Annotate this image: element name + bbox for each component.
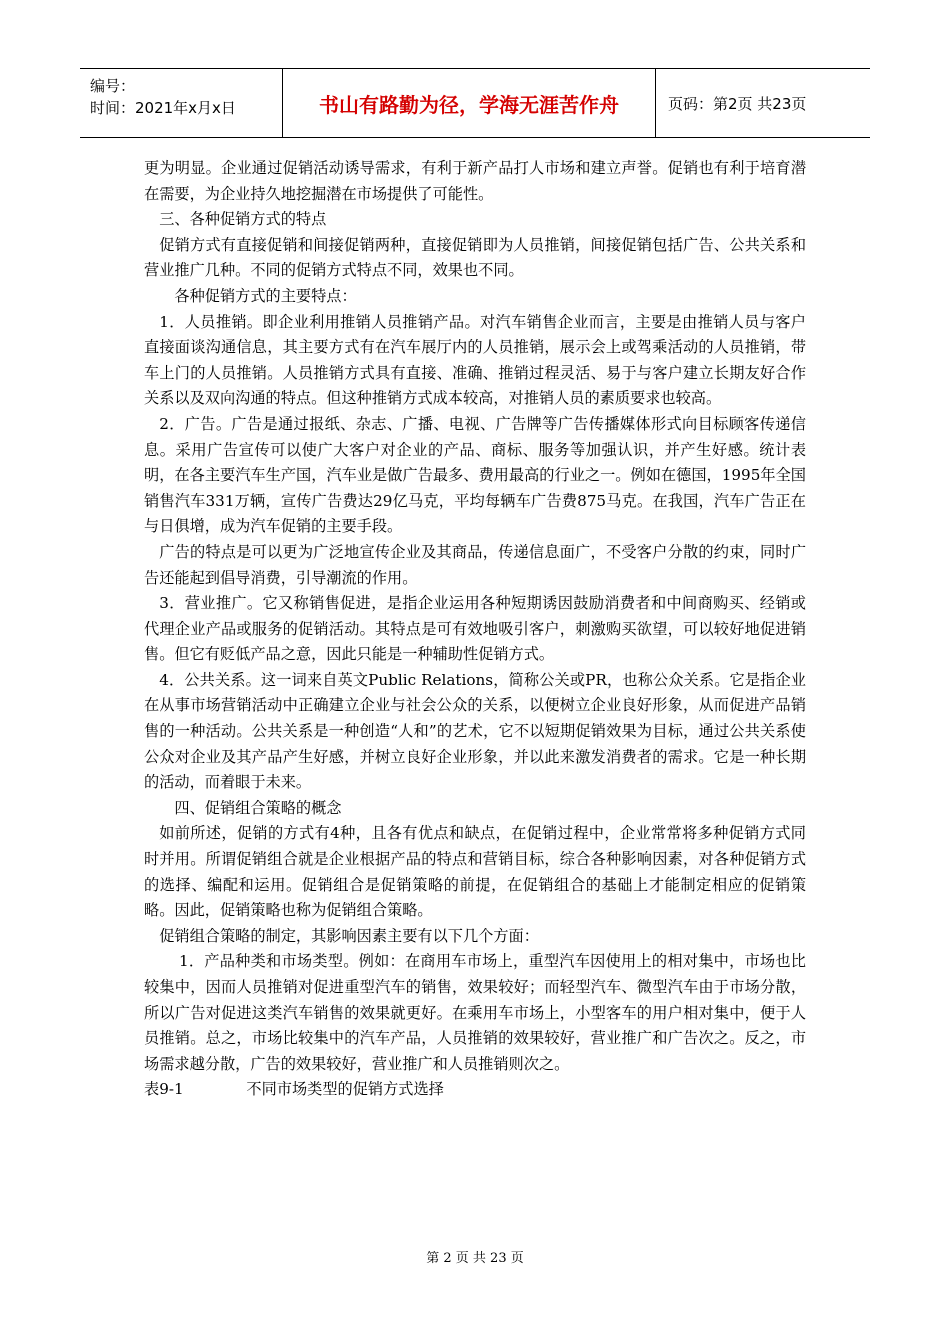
paragraph: 3．营业推广。它又称销售促进，是指企业运用各种短期诱因鼓励消费者和中间商购买、经销或代理企业产品或服务的促销活动。其特点是可有效地吸引客户，刺激购买欲望，可以较好地促进销售。但它有贬低产品之意，因此只能是一种辅助性促销方式。 — [144, 594, 806, 664]
section-heading: 三、各种促销方式的特点 — [159, 210, 327, 229]
paragraph: 1．人员推销。即企业利用推销人员推销产品。对汽车销售企业而言，主要是由推销人员与客户直接面谈沟通信息，其主要方式有在汽车展厅内的人员推销，展示会上或驾乘活动的人员推销，带车上门的人员推销。人员推销方式具有直接、准确、推销过程灵活、易于与客户建立长期友好合作关系以及双向沟通的特点。但这种推销方式成本较高，对推销人员的素质要求也较高。 — [144, 312, 806, 408]
document-body — [144, 156, 806, 1103]
paragraph: 1．产品种类和市场类型。例如：在商用车市场上，重型汽车因使用上的相对集中，市场也比较集中，因而人员推销对促进重型汽车的销售，效果较好；而轻型汽车、微型汽车由于市场分散，所以广告对促进这类汽车销售的效果就更好。在乘用车市场上，小型客车的用户相对集中，便于人员推销。总之，市场比较集中的汽车产品，人员推销的效果较好，营业推广和广告次之。反之，市场需求越分散，广告的效果较好，营业推广和人员推销则次之。 — [144, 952, 806, 1073]
header-page-info: 页码：第2页 共23页 — [668, 94, 807, 113]
section-heading: 四、促销组合策略的概念 — [174, 798, 342, 817]
page-header — [80, 68, 870, 138]
paragraph: 促销组合策略的制定，其影响因素主要有以下几个方面： — [159, 926, 539, 945]
paragraph: 各种促销方式的主要特点： — [174, 286, 357, 305]
paragraph: 如前所述，促销的方式有4种，且各有优点和缺点，在促销过程中，企业常常将多种促销方式同时并用。所谓促销组合就是企业根据产品的特点和营销目标，综合各种影响因素，对各种促销方式的选择、编配和运用。促销组合是促销策略的前提，在促销组合的基础上才能制定相应的促销策略。因此，促销策略也称为促销组合策略。 — [144, 824, 806, 920]
document-number-label: 编号： — [90, 77, 136, 95]
paragraph: 更为明显。企业通过促销活动诱导需求，有利于新产品打人市场和建立声誉。促销也有利于培育潜在需要，为企业持久地挖掘潜在市场提供了可能性。 — [144, 159, 806, 203]
header-meta — [80, 69, 283, 137]
paragraph: 促销方式有直接促销和间接促销两种，直接促销即为人员推销，间接促销包括广告、公共关系和营业推广几种。不同的促销方式特点不同，效果也不同。 — [144, 235, 806, 280]
header-motto: 书山有路勤为径，学海无涯苦作舟 — [283, 69, 656, 137]
document-date: 时间：2021年x月x日 — [90, 99, 236, 117]
table-caption: 表9-1 不同市场类型的促销方式选择 — [144, 1080, 444, 1099]
paragraph: 广告的特点是可以更为广泛地宣传企业及其商品，传递信息面广，不受客户分散的约束，同时广告还能起到倡导消费，引导潮流的作用。 — [144, 542, 806, 587]
paragraph: 4．公共关系。这一词来自英文Public Relations，简称公关或PR，也称公众关系。它是指企业在从事市场营销活动中正确建立企业与社会公众的关系，以便树立企业良好形象，从而促进产品销售的一种活动。公共关系是一种创造“人和”的艺术，它不以短期促销效果为目标，通过公共关系使公众对企业及其产品产生好感，并树立良好企业形象，并以此来激发消费者的需求。它是一种长期的活动，而着眼于未来。 — [144, 670, 806, 792]
paragraph: 2．广告。广告是通过报纸、杂志、广播、电视、广告牌等广告传播媒体形式向目标顾客传递信息。采用广告宣传可以使广大客户对企业的产品、商标、服务等加强认识，并产生好感。统计表明，在各主要汽车生产国，汽车业是做广告最多、费用最高的行业之一。例如在德国，1995年全国销售汽车331万辆，宣传广告费达29亿马克，平均每辆车广告费875马克。在我国，汽车广告正在与日俱增，成为汽车促销的主要手段。 — [144, 414, 806, 536]
page-footer: 第 2 页 共 23 页 — [426, 1251, 524, 1266]
